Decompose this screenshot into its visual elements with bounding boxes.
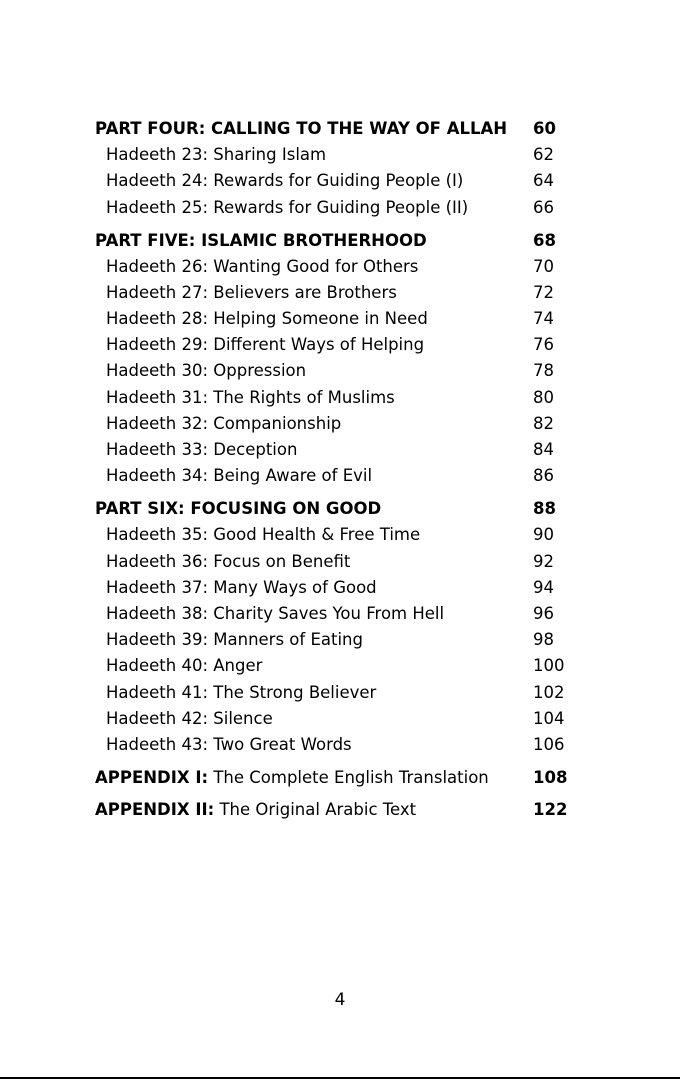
appendix-title: The Original Arabic Text	[214, 800, 417, 820]
toc-part-heading	[95, 116, 595, 142]
entry-page-number: 84	[533, 440, 554, 460]
toc-part-heading	[95, 496, 595, 522]
appendix-page-number: 108	[533, 767, 568, 787]
entry-page-number: 72	[533, 282, 554, 302]
entry-label: Hadeeth 30: Oppression	[106, 361, 307, 381]
entry-page-number: 96	[533, 603, 554, 623]
entry-page-number: 76	[533, 335, 554, 355]
toc-entry	[95, 332, 595, 358]
entry-label: Hadeeth 25: Rewards for Guiding People (II)	[106, 197, 469, 217]
toc-entry	[95, 653, 595, 679]
entry-label: Hadeeth 33: Deception	[106, 440, 298, 460]
toc-entry	[95, 195, 595, 221]
toc-entry	[95, 706, 595, 732]
entry-label: Hadeeth 40: Anger	[106, 656, 263, 676]
entry-page-number: 104	[533, 708, 565, 728]
toc-appendix	[95, 797, 595, 823]
entry-page-number: 70	[533, 256, 554, 276]
page-number: 4	[334, 990, 346, 1010]
part-title: PART SIX: FOCUSING ON GOOD	[95, 499, 382, 519]
bottom-rule	[0, 1077, 680, 1079]
toc-entry	[95, 680, 595, 706]
toc-entry	[95, 549, 595, 575]
entry-label: Hadeeth 32: Companionship	[106, 413, 342, 433]
entry-page-number: 98	[533, 630, 554, 650]
entry-page-number: 62	[533, 145, 554, 165]
toc-entry	[95, 280, 595, 306]
toc-entry	[95, 463, 595, 489]
part-title: PART FOUR: CALLING TO THE WAY OF ALLAH	[95, 119, 508, 138]
toc-entry	[95, 601, 595, 627]
appendix-page-number: 122	[533, 800, 568, 820]
toc-entry	[95, 385, 595, 411]
toc-entry	[95, 306, 595, 332]
toc-entry	[95, 575, 595, 601]
appendix-label: APPENDIX I:	[95, 767, 209, 787]
entry-page-number: 94	[533, 577, 554, 597]
entry-page-number: 106	[533, 734, 565, 754]
entry-label: Hadeeth 24: Rewards for Guiding People (I)	[106, 171, 464, 191]
table-of-contents	[95, 116, 595, 824]
entry-label: Hadeeth 34: Being Aware of Evil	[106, 466, 373, 486]
part-title: PART FIVE: ISLAMIC BROTHERHOOD	[95, 230, 427, 250]
entry-label: Hadeeth 27: Believers are Brothers	[106, 282, 397, 302]
entry-label: Hadeeth 28: Helping Someone in Need	[106, 309, 428, 329]
entry-page-number: 102	[533, 682, 565, 702]
entry-page-number: 82	[533, 413, 554, 433]
toc-appendix	[95, 765, 595, 791]
entry-label: Hadeeth 26: Wanting Good for Others	[106, 256, 419, 276]
entry-page-number: 74	[533, 309, 554, 329]
toc-entry	[95, 358, 595, 384]
entry-label: Hadeeth 38: Charity Saves You From Hell	[106, 603, 445, 623]
entry-label: Hadeeth 29: Different Ways of Helping	[106, 335, 425, 355]
entry-label: Hadeeth 23: Sharing Islam	[106, 145, 327, 165]
appendix-label: APPENDIX II:	[95, 800, 215, 820]
entry-label: Hadeeth 39: Manners of Eating	[106, 630, 363, 650]
entry-page-number: 66	[533, 197, 554, 217]
entry-label: Hadeeth 41: The Strong Believer	[106, 682, 377, 702]
toc-entry	[95, 168, 595, 194]
entry-label: Hadeeth 43: Two Great Words	[106, 734, 352, 754]
entry-page-number: 92	[533, 551, 554, 571]
entry-label: Hadeeth 37: Many Ways of Good	[106, 577, 377, 597]
entry-page-number: 80	[533, 387, 554, 407]
toc-part-heading	[95, 228, 595, 254]
toc-entry	[95, 522, 595, 548]
toc-entry	[95, 254, 595, 280]
part-page-number: 88	[533, 499, 556, 519]
part-page-number: 68	[533, 230, 556, 250]
toc-entry	[95, 437, 595, 463]
entry-page-number: 78	[533, 361, 554, 381]
entry-label: Hadeeth 35: Good Health & Free Time	[106, 525, 421, 545]
toc-entry	[95, 732, 595, 758]
appendix-title: The Complete English Translation	[208, 767, 489, 787]
entry-label: Hadeeth 42: Silence	[106, 708, 273, 728]
toc-entry	[95, 411, 595, 437]
entry-page-number: 90	[533, 525, 554, 545]
entry-page-number: 86	[533, 466, 554, 486]
entry-label: Hadeeth 36: Focus on Benefit	[106, 551, 351, 571]
part-page-number: 60	[533, 119, 556, 138]
toc-entry	[95, 627, 595, 653]
entry-page-number: 100	[533, 656, 565, 676]
entry-page-number: 64	[533, 171, 554, 191]
entry-label: Hadeeth 31: The Rights of Muslims	[106, 387, 395, 407]
toc-entry	[95, 142, 595, 168]
